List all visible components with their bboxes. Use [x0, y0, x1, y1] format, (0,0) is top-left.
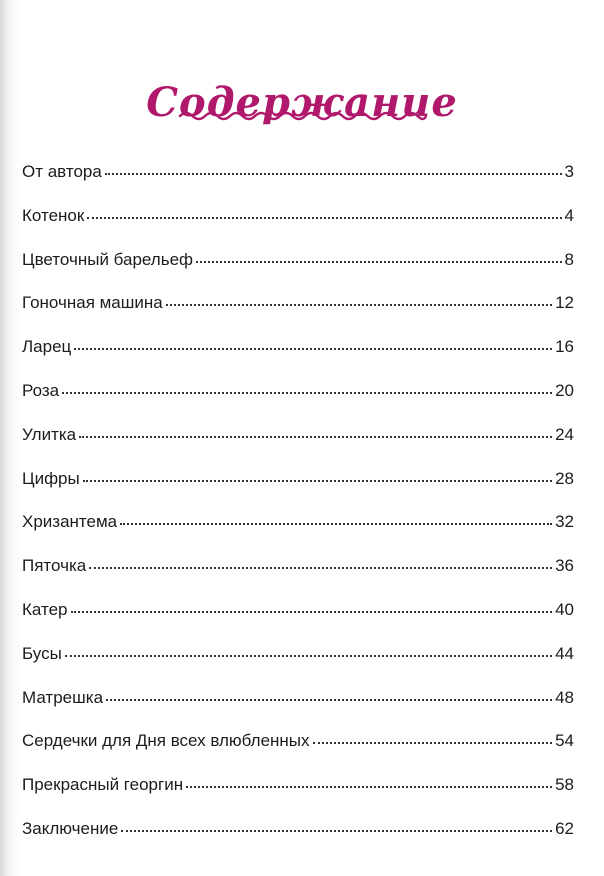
toc-entry[interactable] — [22, 635, 574, 679]
toc-entry-page: 62 — [555, 818, 574, 838]
toc-entry-title: Бусы — [22, 643, 62, 663]
toc-dot-leader — [120, 523, 552, 525]
toc-entry[interactable] — [22, 241, 574, 285]
toc-entry-title: Катер — [22, 599, 68, 619]
toc-entry[interactable] — [22, 197, 574, 241]
toc-dot-leader — [71, 611, 553, 613]
toc-entry-title: Котенок — [22, 205, 85, 225]
toc-entry-title: Ларец — [22, 337, 72, 357]
toc-entry-page: 4 — [564, 205, 574, 225]
toc-dot-leader — [87, 217, 561, 219]
toc-dot-leader — [196, 261, 562, 263]
toc-entry-page: 54 — [555, 731, 574, 751]
wavy-divider-icon — [178, 108, 428, 124]
toc-entry-title: От автора — [22, 162, 102, 181]
toc-dot-leader — [121, 830, 552, 832]
toc-entry-title: Пяточка — [22, 556, 87, 576]
toc-dot-leader — [62, 392, 552, 394]
toc-entry[interactable] — [22, 460, 574, 504]
toc-entry-title: Заключение — [22, 818, 119, 838]
toc-entry[interactable] — [22, 284, 574, 328]
toc-entry[interactable] — [22, 591, 574, 635]
toc-entry[interactable] — [22, 679, 574, 723]
toc-entry[interactable] — [22, 766, 574, 810]
toc-dot-leader — [65, 655, 552, 657]
toc-entry-title: Прекрасный георгин — [22, 775, 184, 795]
toc-entry-page: 28 — [555, 468, 574, 488]
toc-dot-leader — [105, 173, 562, 175]
toc-entry[interactable] — [22, 547, 574, 591]
page-title: Содержание — [146, 78, 458, 126]
toc-entry-title: Хризантема — [22, 512, 118, 532]
toc-entry-title: Цветочный барельеф — [22, 249, 194, 269]
toc-entry-page: 12 — [555, 293, 574, 313]
toc-entry-title: Гоночная машина — [22, 293, 163, 313]
toc-dot-leader — [186, 786, 552, 788]
toc-entry-page: 3 — [564, 162, 574, 181]
toc-entry[interactable] — [22, 810, 574, 854]
toc-entry-page: 48 — [555, 687, 574, 707]
toc-entry-page: 40 — [555, 599, 574, 619]
toc-entry-title: Роза — [22, 380, 60, 400]
toc-entry[interactable] — [22, 372, 574, 416]
toc-dot-leader — [83, 480, 552, 482]
toc-dot-leader — [166, 304, 552, 306]
toc-entry-page: 44 — [555, 643, 574, 663]
toc-entry-title: Улитка — [22, 424, 77, 444]
toc-entry[interactable] — [22, 416, 574, 460]
toc-entry[interactable] — [22, 503, 574, 547]
toc-entry-page: 20 — [555, 380, 574, 400]
toc-dot-leader — [106, 699, 552, 701]
toc-entry-page: 24 — [555, 424, 574, 444]
toc-entry-page: 16 — [555, 337, 574, 357]
toc-entry-title: Цифры — [22, 468, 80, 488]
toc-entry[interactable] — [22, 722, 574, 766]
toc-dot-leader — [74, 348, 552, 350]
toc-entry-title: Матрешка — [22, 687, 104, 707]
toc-entry[interactable] — [22, 153, 574, 197]
toc-entry-page: 36 — [555, 556, 574, 576]
toc-entry-page: 32 — [555, 512, 574, 532]
toc-entry-title: Сердечки для Дня всех влюбленных — [22, 731, 310, 751]
toc-entry[interactable] — [22, 328, 574, 372]
toc-entry-page: 8 — [564, 249, 574, 269]
toc-dot-leader — [79, 436, 552, 438]
toc-entry-page: 58 — [555, 775, 574, 795]
toc-dot-leader — [313, 742, 553, 744]
toc-dot-leader — [89, 567, 552, 569]
table-of-contents — [22, 153, 574, 854]
